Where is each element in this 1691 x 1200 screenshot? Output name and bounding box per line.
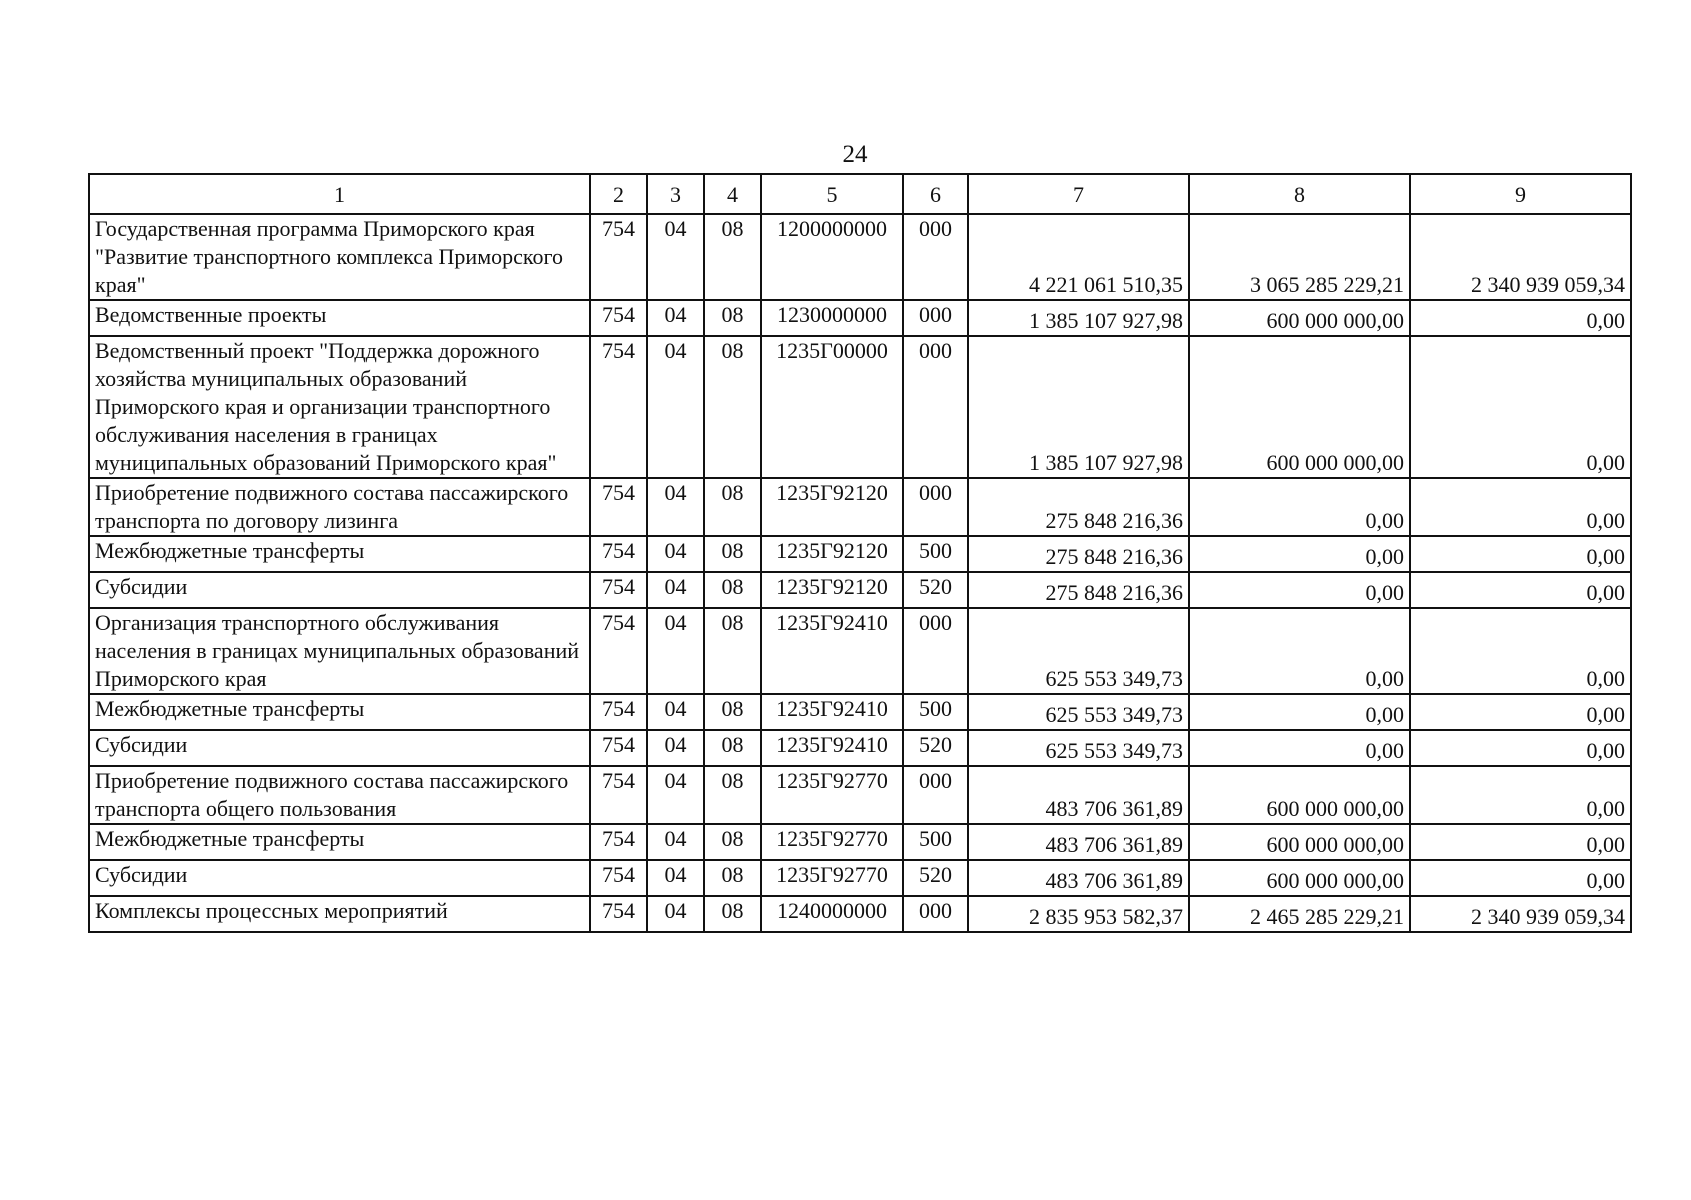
table-row <box>89 860 1631 896</box>
item-name: Организация транспортного обслуживания населения в границах муниципальных образований Приморского края <box>89 608 590 694</box>
code-cell: 04 <box>647 860 704 896</box>
table-row <box>89 300 1631 336</box>
code-cell: 754 <box>590 214 647 300</box>
amount-cell: 275 848 216,36 <box>968 478 1189 536</box>
code-cell: 08 <box>704 824 761 860</box>
code-cell: 04 <box>647 572 704 608</box>
table-row <box>89 730 1631 766</box>
item-name: Государственная программа Приморского края "Развитие транспортного комплекса Приморского края" <box>89 214 590 300</box>
amount-cell: 483 706 361,89 <box>968 860 1189 896</box>
amount-cell: 600 000 000,00 <box>1189 766 1410 824</box>
code-cell: 08 <box>704 860 761 896</box>
code-cell: 1235Г92770 <box>761 766 903 824</box>
code-cell: 08 <box>704 536 761 572</box>
amount-cell: 4 221 061 510,35 <box>968 214 1189 300</box>
item-name: Межбюджетные трансферты <box>89 694 590 730</box>
item-name: Субсидии <box>89 572 590 608</box>
code-cell: 754 <box>590 608 647 694</box>
code-cell: 08 <box>704 478 761 536</box>
code-cell: 08 <box>704 572 761 608</box>
code-cell: 08 <box>704 336 761 478</box>
table-row <box>89 608 1631 694</box>
amount-cell: 600 000 000,00 <box>1189 824 1410 860</box>
column-header: 6 <box>903 174 968 214</box>
table-row <box>89 478 1631 536</box>
code-cell: 08 <box>704 214 761 300</box>
code-cell: 754 <box>590 536 647 572</box>
amount-cell: 2 340 939 059,34 <box>1410 214 1631 300</box>
code-cell: 04 <box>647 536 704 572</box>
code-cell: 754 <box>590 300 647 336</box>
code-cell: 04 <box>647 730 704 766</box>
code-cell: 1235Г92410 <box>761 730 903 766</box>
code-cell: 1235Г92120 <box>761 572 903 608</box>
table-row <box>89 572 1631 608</box>
column-header: 5 <box>761 174 903 214</box>
code-cell: 04 <box>647 608 704 694</box>
amount-cell: 0,00 <box>1410 478 1631 536</box>
code-cell: 500 <box>903 694 968 730</box>
code-cell: 08 <box>704 694 761 730</box>
amount-cell: 600 000 000,00 <box>1189 336 1410 478</box>
amount-cell: 0,00 <box>1189 536 1410 572</box>
code-cell: 000 <box>903 214 968 300</box>
item-name: Межбюджетные трансферты <box>89 824 590 860</box>
table-row <box>89 896 1631 932</box>
table-row <box>89 766 1631 824</box>
code-cell: 754 <box>590 766 647 824</box>
amount-cell: 600 000 000,00 <box>1189 860 1410 896</box>
amount-cell: 483 706 361,89 <box>968 824 1189 860</box>
page-number: 24 <box>842 141 868 168</box>
code-cell: 500 <box>903 824 968 860</box>
amount-cell: 0,00 <box>1189 608 1410 694</box>
amount-cell: 625 553 349,73 <box>968 730 1189 766</box>
amount-cell: 0,00 <box>1189 694 1410 730</box>
amount-cell: 0,00 <box>1410 694 1631 730</box>
amount-cell: 275 848 216,36 <box>968 572 1189 608</box>
amount-cell: 2 835 953 582,37 <box>968 896 1189 932</box>
amount-cell: 1 385 107 927,98 <box>968 300 1189 336</box>
item-name: Ведомственные проекты <box>89 300 590 336</box>
amount-cell: 600 000 000,00 <box>1189 300 1410 336</box>
code-cell: 08 <box>704 766 761 824</box>
amount-cell: 0,00 <box>1189 478 1410 536</box>
amount-cell: 0,00 <box>1410 336 1631 478</box>
code-cell: 1230000000 <box>761 300 903 336</box>
item-name: Комплексы процессных мероприятий <box>89 896 590 932</box>
column-header: 8 <box>1189 174 1410 214</box>
item-name: Межбюджетные трансферты <box>89 536 590 572</box>
code-cell: 520 <box>903 572 968 608</box>
code-cell: 000 <box>903 896 968 932</box>
amount-cell: 2 340 939 059,34 <box>1410 896 1631 932</box>
amount-cell: 0,00 <box>1189 572 1410 608</box>
code-cell: 1235Г00000 <box>761 336 903 478</box>
code-cell: 1235Г92770 <box>761 860 903 896</box>
code-cell: 04 <box>647 478 704 536</box>
code-cell: 000 <box>903 478 968 536</box>
amount-cell: 0,00 <box>1410 608 1631 694</box>
code-cell: 1235Г92410 <box>761 694 903 730</box>
code-cell: 520 <box>903 860 968 896</box>
table-row <box>89 214 1631 300</box>
amount-cell: 0,00 <box>1410 824 1631 860</box>
amount-cell: 625 553 349,73 <box>968 694 1189 730</box>
code-cell: 754 <box>590 860 647 896</box>
item-name: Субсидии <box>89 860 590 896</box>
code-cell: 1200000000 <box>761 214 903 300</box>
amount-cell: 0,00 <box>1189 730 1410 766</box>
code-cell: 04 <box>647 766 704 824</box>
column-header: 4 <box>704 174 761 214</box>
column-header: 9 <box>1410 174 1631 214</box>
code-cell: 000 <box>903 336 968 478</box>
column-header: 2 <box>590 174 647 214</box>
code-cell: 04 <box>647 214 704 300</box>
code-cell: 08 <box>704 730 761 766</box>
code-cell: 08 <box>704 300 761 336</box>
amount-cell: 0,00 <box>1410 572 1631 608</box>
amount-cell: 1 385 107 927,98 <box>968 336 1189 478</box>
item-name: Субсидии <box>89 730 590 766</box>
amount-cell: 0,00 <box>1410 536 1631 572</box>
column-header: 1 <box>89 174 590 214</box>
code-cell: 04 <box>647 336 704 478</box>
table-row <box>89 824 1631 860</box>
code-cell: 754 <box>590 896 647 932</box>
code-cell: 754 <box>590 824 647 860</box>
code-cell: 000 <box>903 300 968 336</box>
amount-cell: 0,00 <box>1410 860 1631 896</box>
amount-cell: 2 465 285 229,21 <box>1189 896 1410 932</box>
code-cell: 000 <box>903 608 968 694</box>
code-cell: 754 <box>590 694 647 730</box>
amount-cell: 0,00 <box>1410 730 1631 766</box>
code-cell: 08 <box>704 608 761 694</box>
code-cell: 04 <box>647 896 704 932</box>
code-cell: 1235Г92410 <box>761 608 903 694</box>
code-cell: 520 <box>903 730 968 766</box>
code-cell: 1235Г92120 <box>761 478 903 536</box>
code-cell: 754 <box>590 572 647 608</box>
code-cell: 04 <box>647 300 704 336</box>
item-name: Ведомственный проект "Поддержка дорожного хозяйства муниципальных образований Приморского края и организации транспортного обслуживания населения в границах муниципальных образований Приморского края" <box>89 336 590 478</box>
code-cell: 08 <box>704 896 761 932</box>
header-row <box>89 174 1631 214</box>
amount-cell: 0,00 <box>1410 300 1631 336</box>
table-row <box>89 694 1631 730</box>
code-cell: 500 <box>903 536 968 572</box>
amount-cell: 625 553 349,73 <box>968 608 1189 694</box>
code-cell: 04 <box>647 824 704 860</box>
amount-cell: 275 848 216,36 <box>968 536 1189 572</box>
amount-cell: 0,00 <box>1410 766 1631 824</box>
amount-cell: 3 065 285 229,21 <box>1189 214 1410 300</box>
budget-table <box>88 173 1632 933</box>
code-cell: 754 <box>590 730 647 766</box>
amount-cell: 483 706 361,89 <box>968 766 1189 824</box>
code-cell: 1235Г92120 <box>761 536 903 572</box>
item-name: Приобретение подвижного состава пассажирского транспорта общего пользования <box>89 766 590 824</box>
code-cell: 754 <box>590 336 647 478</box>
code-cell: 000 <box>903 766 968 824</box>
table-row <box>89 336 1631 478</box>
code-cell: 04 <box>647 694 704 730</box>
code-cell: 1235Г92770 <box>761 824 903 860</box>
table-row <box>89 536 1631 572</box>
item-name: Приобретение подвижного состава пассажирского транспорта по договору лизинга <box>89 478 590 536</box>
code-cell: 1240000000 <box>761 896 903 932</box>
column-header: 3 <box>647 174 704 214</box>
code-cell: 754 <box>590 478 647 536</box>
column-header: 7 <box>968 174 1189 214</box>
